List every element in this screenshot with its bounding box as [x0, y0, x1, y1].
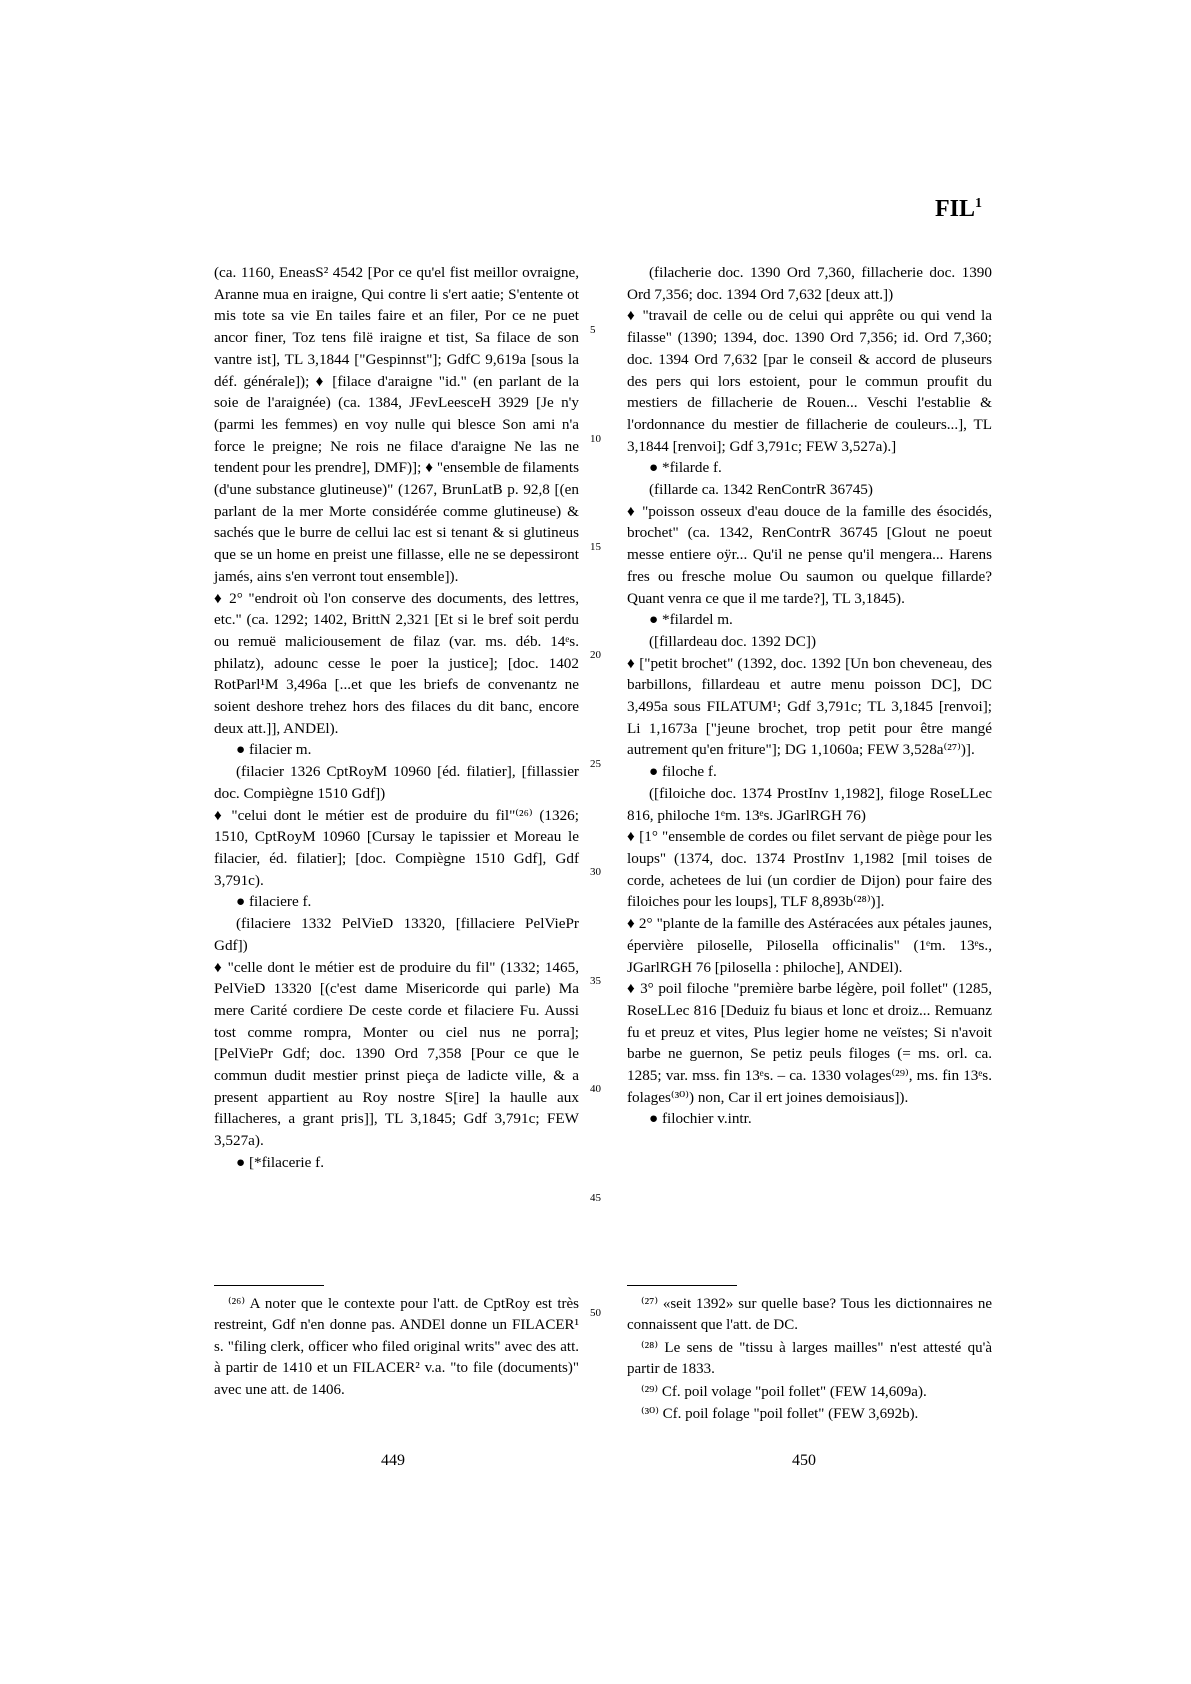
- line-number: 30: [590, 866, 601, 878]
- footnote-rule: [214, 1285, 324, 1286]
- left-column: [214, 262, 579, 1174]
- sense-paragraph: ♦ "celle dont le métier est de produire du fil" (1332; 1465, PelVieD 13320 [(c'est dame Misericorde qui parle) Ma mere Carité cordiere De ceste corde et filaciere Fu. Aussi tost comme rompra, Monter ou ciel nus ne porra]; [PelViePr Gdf; doc. 1390 Ord 7,358 [Pour ce que le commun dudit mestier prinst pieça de ladicte ville, & a present appartient au Roy nostre S[ire] la haulle aux fillacheres, a grant pris]], TL 3,1845; Gdf 3,791c; FEW 3,527a).: [214, 958, 579, 1150]
- footnote: ⁽²⁸⁾ Le sens de "tissu à larges mailles" n'est attesté qu'à partir de 1833.: [627, 1339, 992, 1378]
- entry-paragraph: (ca. 1160, EneasS² 4542 [Por ce qu'el fist meillor ovraigne, Aranne mua en iraigne, Qui contre li s'ert aatie; S'entente ot mis tote sa vie En tailes faire et an filer, Por ce ne puet ancor finer, Toz tens filë iraigne et tist, Sa filace de son vantre ist], TL 3,1844 ["Gespinnst"]; GdfC 9,619a [sous la déf. générale]); ♦ [filace d'araigne "id." (en parlant de la soie de l'araignée) (ca. 1384, JFevLeesceH 3929 [Je n'y (parmi les femmes) en voy nulle qui blesce Son ami n'a force le preigne; Ne rois ne filace d'araigne Ne las ne tendent pour les prendre], DMF)]; ♦ "ensemble de filaments (d'une substance glutineuse)" (1267, BrunLatB p. 92,8 [(en parlant de la mer Morte considérée comme glutineuse) & sachés que le burre de cellui lac est si tenant & si glutineus que se un home en preist une fillasse, elle ne se depessiront jamés, ains s'en verront tout ensemble]).: [214, 264, 579, 585]
- line-number: 5: [590, 324, 596, 336]
- sense-paragraph: ♦ "travail de celle ou de celui qui apprête ou qui vend la filasse" (1390; 1394, doc. 1390 Ord 7,356; id. Ord 7,360; doc. 1394 Ord 7,632 [par le conseil & accord de pluseurs des pers qui lors estoient, pour le commun proufit du mestiers de fillacherie de Rouen... Veschi l'establie & l'ordonnance du mestier de fillacherie de couleurs...], TL 3,1844 [renvoi]; Gdf 3,791c; FEW 3,527a).]: [627, 307, 992, 455]
- forms-line: (filacier 1326 CptRoyM 10960 [éd. filatier], [fillassier doc. Compiègne 1510 Gdf]): [214, 763, 579, 802]
- sense-paragraph: ♦ "poisson osseux d'eau douce de la famille des ésocidés, brochet" (ca. 1342, RenContrR 36745 [Glout ne poeut messe entiere oÿr... Qu'il ne pense qu'il mengera... Harens fres ou fresche molue Ou saumon ou quelque fillarde? Quant venra ce que il me tarde?], TL 3,1845).: [627, 502, 992, 607]
- line-number: 35: [590, 975, 601, 987]
- footnote: ⁽²⁷⁾ «seit 1392» sur quelle base? Tous les dictionnaires ne connaissent que l'att. de DC.: [627, 1296, 992, 1334]
- sense-paragraph: ♦ 2° "plante de la famille des Astéracées aux pétales jaunes, épervière piloselle, Pilosella officinalis" (1ᵉm. 13ᵉs., JGarlRGH 76 [pilosella : philoche], ANDEl).: [627, 915, 992, 976]
- sense-paragraph: ♦ ["petit brochet" (1392, doc. 1392 [Un bon cheveneau, des barbillons, fillardeau et autre menu poisson DC], DC 3,495a sous FILATUM¹; Gdf 3,791c; TL 3,1845 [renvoi]; Li 1,1673a ["jeune brochet, trop petit pour être mangé autrement qu'en friture"]; DG 1,1060a; FEW 3,528a⁽²⁷⁾)].: [627, 654, 992, 759]
- forms-line: (fillarde ca. 1342 RenContrR 36745): [649, 481, 873, 499]
- forms-line: (filacherie doc. 1390 Ord 7,360, fillacherie doc. 1390 Ord 7,356; doc. 1394 Ord 7,632 [deux att.]): [627, 264, 992, 303]
- lemma-heading: ● filacier m.: [236, 741, 312, 759]
- line-number: 45: [590, 1192, 601, 1204]
- line-number: 40: [590, 1083, 601, 1095]
- footnote: ⁽³⁰⁾ Cf. poil folage "poil follet" (FEW 3,692b).: [641, 1406, 919, 1423]
- line-number: 50: [590, 1307, 601, 1319]
- lemma-heading: ● filoche f.: [649, 763, 717, 781]
- forms-line: (filaciere 1332 PelVieD 13320, [fillaciere PelViePr Gdf]): [214, 915, 579, 954]
- sense-paragraph: ♦ 3° poil filoche "première barbe légère, poil follet" (1285, RoseLLec 816 [Deduiz fu biaus et lonc et droiz... Remuanz fu et preuz et vites, Plus legier home ne veïstes; Si n'avoit barbe ne guernon, Se petiz peuls filoges (= ms. orl. ca. 1285; var. mss. fin 13ᵉs. – ca. 1330 volages⁽²⁹⁾, ms. fin 13ᵉs. folages⁽³⁰⁾) non, Car il ert joines demoisiaus]).: [627, 980, 992, 1106]
- footnote: ⁽²⁹⁾ Cf. poil volage "poil follet" (FEW 14,609a).: [641, 1383, 927, 1400]
- lemma-heading: ● *filardel m.: [649, 611, 733, 629]
- footnotes-left: [214, 1285, 579, 1402]
- line-number: 15: [590, 541, 601, 553]
- forms-line: ([fillardeau doc. 1392 DC]): [649, 632, 817, 650]
- footnote-rule: [627, 1285, 737, 1286]
- forms-line: ([filoiche doc. 1374 ProstInv 1,1982], filoge RoseLLec 816, philoche 1ᵉm. 13ᵉs. JGarlRGH 76): [627, 784, 992, 824]
- line-number: 20: [590, 649, 601, 661]
- sense-paragraph: ♦ [1° "ensemble de cordes ou filet servant de piège pour les loups" (1374, doc. 1374 ProstInv 1,1982 [mil toises de corde, achetees de lui (un cordier de Dijon) pour faire des filoiches pour les loups], TLF 8,893b⁽²⁸⁾)].: [627, 828, 992, 911]
- lemma-heading: ● [*filacerie f.: [236, 1153, 325, 1171]
- lemma-heading: ● filochier v.intr.: [649, 1110, 752, 1128]
- lemma-heading: ● filaciere f.: [236, 893, 312, 911]
- line-number: 10: [590, 433, 601, 445]
- line-number: 25: [590, 758, 601, 770]
- footnotes-right: [627, 1285, 992, 1426]
- running-head: FIL$^1$: [934, 196, 982, 222]
- entry-paragraph: ♦ 2° "endroit où l'on conserve des documents, des lettres, etc." (ca. 1292; 1402, BrittN 2,321 [Et si le bref soit perdu ou remuë maliciousement de filaz (var. ms. déb. 14ᵉs. philatz), adounc cesse le poer la justice]; [doc. 1402 RotParl¹M 3,496a [...et que les briefs de convenantz ne soient deshore trehez hors des filaces du dit banc, encore deux att.]], ANDEl).: [214, 589, 579, 737]
- sense-paragraph: ♦ "celui dont le métier est de produire du fil"⁽²⁶⁾ (1326; 1510, CptRoyM 10960 [Cursay le tapissier et Moreau le filacier, éd. filatier]; [doc. Compiègne 1510 Gdf], Gdf 3,791c).: [214, 806, 579, 889]
- page-number-left: 449: [381, 1452, 405, 1469]
- footnote: ⁽²⁶⁾ A noter que le contexte pour l'att. de CptRoy est très restreint, Gdf n'en donne pas. ANDEl donne un FILACER¹ s. "filing clerk, officer who filed original writs" avec des att. à partir de 1410 et un FILACER² v.a. "to file (documents)" avec une att. de 1406.: [214, 1296, 579, 1398]
- page-number-right: 450: [792, 1452, 816, 1469]
- right-column: [627, 262, 992, 1130]
- lemma-heading: ● *filarde f.: [649, 459, 722, 477]
